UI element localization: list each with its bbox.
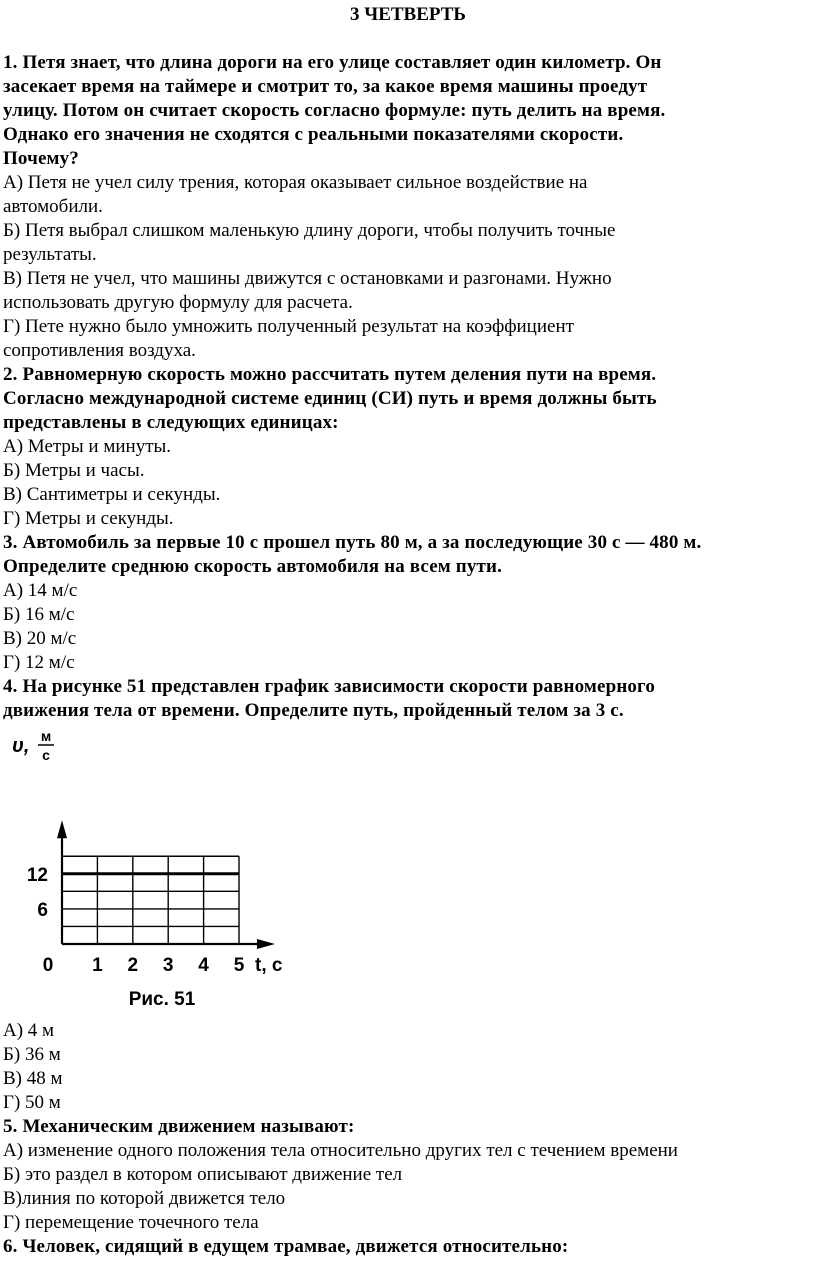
question-3-answers: [3, 579, 815, 675]
text-line: засекает время на таймере и смотрит то, за какое время машины проедут: [3, 76, 648, 97]
chart-grid: [62, 856, 239, 944]
text-line: улицу. Потом он считает скорость согласно формуле: путь делить на время.: [3, 100, 666, 121]
question-2-text: [3, 363, 815, 435]
answer-line: использовать другую формулу для расчета.: [3, 292, 353, 313]
x-tick-label: 0: [42, 955, 54, 976]
answer-line: В) Петя не учел, что машины движутся с остановками и разгонами. Нужно: [3, 268, 612, 289]
x-tick-label: 1: [92, 955, 103, 976]
answer-line: Б) Петя выбрал слишком маленькую длину дороги, чтобы получить точные: [3, 220, 616, 241]
figure-caption: Рис. 51: [128, 989, 196, 1010]
y-axis-label: υ,: [12, 735, 30, 757]
answer-line: В) Сантиметры и секунды.: [3, 484, 221, 505]
answer-line: А) Метры и минуты.: [3, 436, 172, 457]
question-6-text: [3, 1235, 815, 1259]
question-4-answers: [3, 1019, 815, 1115]
y-tick-label: 12: [26, 864, 48, 886]
text-line: движения тела от времени. Определите путь, пройденный телом за 3 с.: [3, 700, 624, 721]
text-line: 5. Механическим движением называют:: [3, 1116, 355, 1137]
answer-line: А) 4 м: [3, 1020, 55, 1041]
question-2-answers: [3, 435, 815, 531]
question-5-answers: [3, 1139, 815, 1235]
answer-line: сопротивления воздуха.: [3, 340, 196, 361]
y-axis-unit-denominator: с: [42, 747, 50, 763]
page-title: 3 ЧЕТВЕРТЬ: [350, 4, 466, 25]
text-line: 6. Человек, сидящий в едущем трамвае, движется относительно:: [3, 1236, 569, 1257]
answer-line: Б) 16 м/с: [3, 604, 75, 625]
chart-axes: [57, 820, 275, 949]
answer-line: В)линия по которой движется тело: [3, 1188, 286, 1209]
answer-line: Б) 36 м: [3, 1044, 61, 1065]
text-line: представлены в следующих единицах:: [3, 412, 339, 433]
text-line: Определите среднюю скорость автомобиля на всем пути.: [3, 556, 503, 577]
question-5-text: [3, 1115, 815, 1139]
x-tick-label: 4: [198, 955, 209, 976]
x-axis-label: t, с: [255, 955, 283, 976]
y-axis-arrow: [57, 820, 67, 838]
answer-line: Г) Метры и секунды.: [3, 508, 174, 529]
text-line: 1. Петя знает, что длина дороги на его улице составляет один километр. Он: [3, 52, 662, 73]
text-line: Согласно международной системе единиц (СИ) путь и время должны быть: [3, 388, 657, 409]
answer-line: А) Петя не учел силу трения, которая оказывает сильное воздействие на: [3, 172, 588, 193]
x-axis-arrow: [257, 939, 275, 949]
text-line: 2. Равномерную скорость можно рассчитать путем деления пути на время.: [3, 364, 657, 385]
velocity-time-chart: [0, 722, 320, 1020]
question-3-text: [3, 531, 815, 579]
answer-line: Г) 50 м: [3, 1092, 61, 1113]
question-1-answers: [3, 171, 815, 363]
text-line: Почему?: [3, 148, 79, 169]
x-tick-label: 2: [127, 955, 139, 976]
text-line: 3. Автомобиль за первые 10 с прошел путь 80 м, а за последующие 30 с — 480 м.: [3, 532, 702, 553]
answer-line: результаты.: [3, 244, 97, 265]
answer-line: А) 14 м/с: [3, 580, 78, 601]
x-tick-label: 5: [233, 955, 245, 976]
question-4-text: [3, 675, 815, 723]
answer-line: Б) это раздел в котором описывают движение тел: [3, 1164, 403, 1185]
answer-line: Г) Пете нужно было умножить полученный результат на коэффициент: [3, 316, 574, 337]
y-axis-unit-numerator: м: [40, 728, 52, 744]
answer-line: Г) перемещение точечного тела: [3, 1212, 259, 1233]
answer-line: Б) Метры и часы.: [3, 460, 145, 481]
x-tick-label: 3: [162, 955, 174, 976]
y-tick-label: 6: [37, 899, 48, 921]
question-1-text: [3, 51, 815, 171]
chart-labels: [12, 728, 283, 1010]
text-line: Однако его значения не сходятся с реальными показателями скорости.: [3, 124, 624, 145]
answer-line: А) изменение одного положения тела относительно других тел с течением времени: [3, 1140, 678, 1161]
answer-line: автомобили.: [3, 196, 103, 217]
answer-line: Г) 12 м/с: [3, 652, 75, 673]
answer-line: В) 20 м/с: [3, 628, 77, 649]
answer-line: В) 48 м: [3, 1068, 63, 1089]
text-line: 4. На рисунке 51 представлен график зависимости скорости равномерного: [3, 676, 656, 697]
